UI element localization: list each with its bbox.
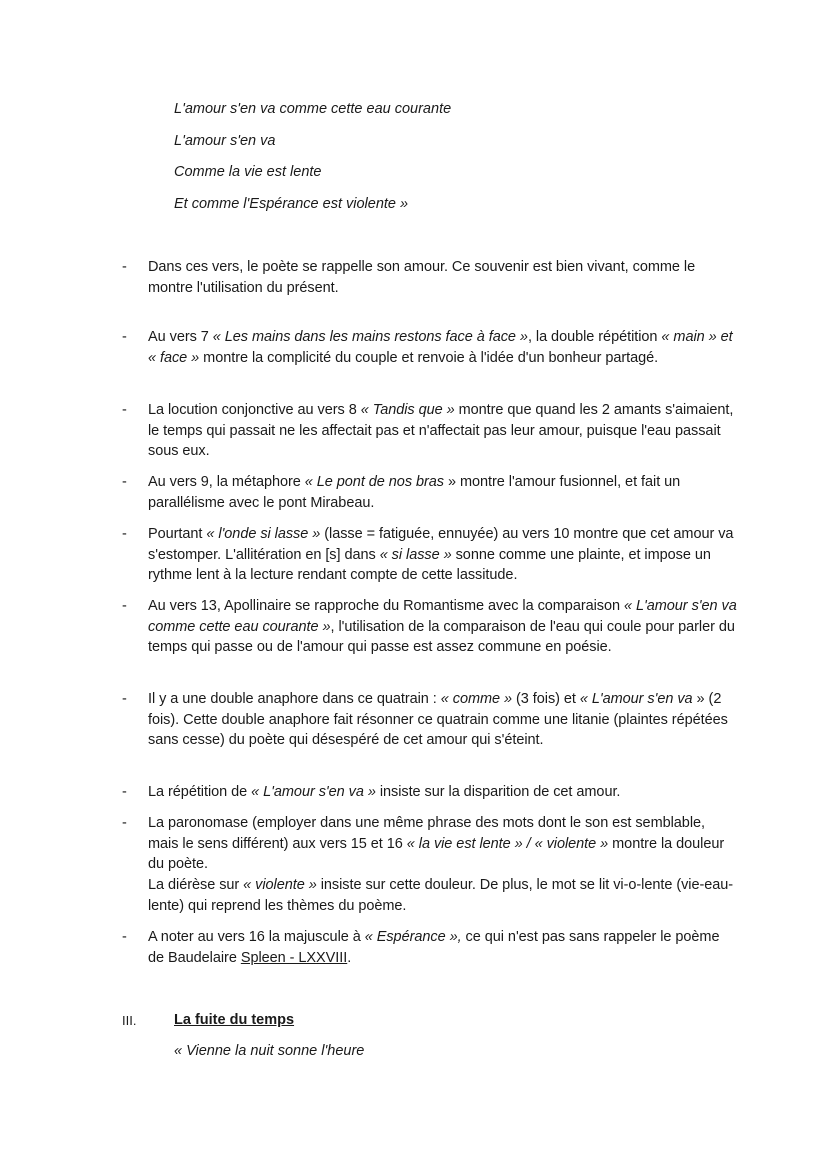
bullet-marker: - — [122, 784, 127, 800]
bullet-marker: - — [122, 815, 127, 831]
bullet-marker: - — [122, 598, 127, 614]
bullet-paragraph: Au vers 7 « Les mains dans les mains restons face à face », la double répétition « main » et « face » montre la complicité du couple et renvoie à l'idée d'un bonheur partagé. — [148, 329, 733, 366]
bullet-paragraph: La locution conjonctive au vers 8 « Tandis que » montre que quand les 2 amants s'aimaient, le temps qui passait ne les affectait pas et n'affectait pas leur amour, puisque l'eau passait sous eux. — [148, 402, 734, 460]
verse-line: Comme la vie est lente — [174, 164, 322, 180]
section-number: III. — [122, 1013, 137, 1028]
bullet-paragraph: A noter au vers 16 la majuscule à « Espérance », ce qui n'est pas sans rappeler le poème de Baudelaire Spleen - LXXVIII. — [148, 929, 720, 966]
bullet-marker: - — [122, 474, 127, 490]
bullet-marker: - — [122, 259, 127, 275]
bullet-paragraph: Pourtant « l'onde si lasse » (lasse = fatiguée, ennuyée) au vers 10 montre que cet amour va s'estomper. L'allitération en [s] dans « si lasse » sonne comme une plainte, et impose un rythme lent à la lecture rendant compte de cette lassitude. — [148, 526, 734, 584]
verse-line: L'amour s'en va comme cette eau courante — [174, 101, 452, 117]
bullet-marker: - — [122, 329, 127, 345]
bullet-marker: - — [122, 929, 127, 945]
bullet-paragraph: La répétition de « L'amour s'en va » insiste sur la disparition de cet amour. — [148, 784, 621, 800]
bullet-marker: - — [122, 402, 127, 418]
bullet-paragraph: Dans ces vers, le poète se rappelle son amour. Ce souvenir est bien vivant, comme le montre l'utilisation du présent. — [148, 259, 696, 296]
section-title: La fuite du temps — [174, 1012, 295, 1028]
verse-line: Et comme l'Espérance est violente » — [174, 196, 409, 212]
verse-line: « Vienne la nuit sonne l'heure — [174, 1043, 365, 1059]
bullet-paragraph: Au vers 13, Apollinaire se rapproche du Romantisme avec la comparaison « L'amour s'en va comme cette eau courante », l'utilisation de la comparaison de l'eau qui coule pour parler du temps qui passe ou de l'amour qui passe est assez commune en poésie. — [148, 598, 737, 656]
bullet-paragraph: La paronomase (employer dans une même phrase des mots dont le son est semblable, mais le sens différent) aux vers 15 et 16 « la vie est lente » / « violente » montre la douleur du poète. La diérèse sur « violente » insiste sur cette douleur. De plus, le mot se lit vi-o-lente (vie-eau-lente) qui reprend les thèmes du poème. — [148, 815, 734, 914]
verse-line: L'amour s'en va — [174, 133, 276, 149]
poem-reference: Spleen - LXXVIII — [240, 949, 348, 966]
bullet-paragraph: Au vers 9, la métaphore « Le pont de nos bras » montre l'amour fusionnel, et fait un parallélisme avec le pont Mirabeau. — [148, 474, 681, 511]
bullet-marker: - — [122, 691, 127, 707]
bullet-paragraph: Il y a une double anaphore dans ce quatrain : « comme » (3 fois) et « L'amour s'en va » (2 fois). Cette double anaphore fait résonner ce quatrain comme une litanie (plaintes répétées sans cesse) du poète qui désespéré de cet amour qui s'éteint. — [148, 691, 728, 749]
bullet-marker: - — [122, 526, 127, 542]
